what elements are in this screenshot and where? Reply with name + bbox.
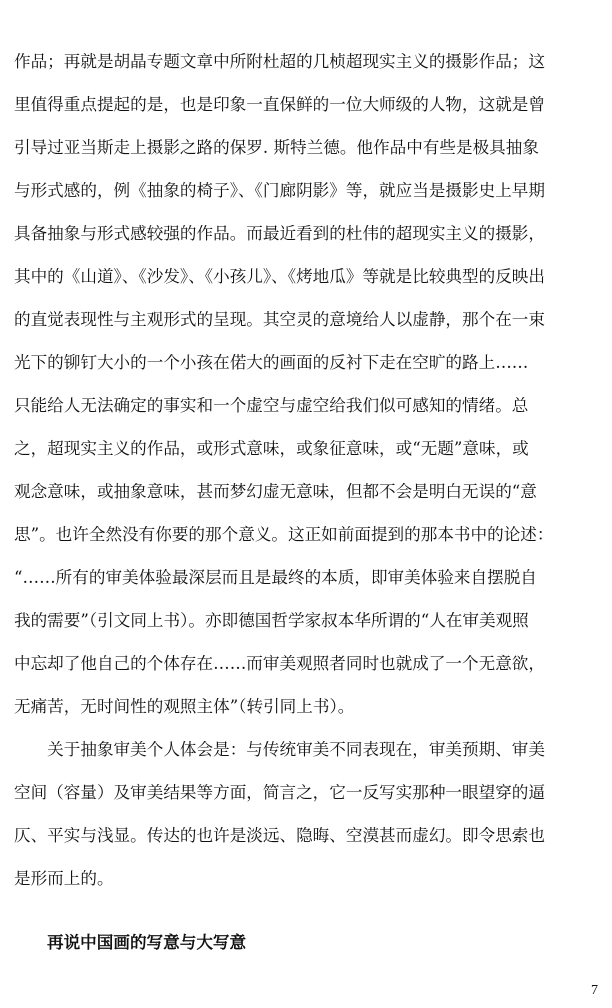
body-text-line: 观念意味，或抽象意味，甚而梦幻虚无意味，但都不会是明白无误的“意 — [14, 482, 537, 501]
body-text-line: 无痛苦，无时间性的观照主体”（转引同上书）。 — [14, 697, 355, 716]
body-text-line: 其中的《山道》、《沙发》、《小孩儿》、《烤地瓜》等就是比较典型的反映出 — [14, 267, 545, 286]
body-text-line: 空间（容量）及审美结果等方面，简言之，它一反写实那种一眼望穿的逼 — [14, 783, 545, 802]
page-number: 7 — [591, 983, 598, 998]
body-text-line: 之，超现实主义的作品，或形式意味，或象征意味，或“无题”意味，或 — [14, 439, 529, 458]
body-text-line: 作品；再就是胡晶专题文章中所附杜超的几桢超现实主义的摄影作品；这 — [14, 52, 545, 71]
body-text-line: 仄、平实与浅显。传达的也许是淡远、隐晦、空漠甚而虚幻。即令思索也 — [14, 826, 545, 845]
body-text-line: 具备抽象与形式感较强的作品。而最近看到的杜伟的超现实主义的摄影， — [14, 224, 545, 243]
body-text-line: 只能给人无法确定的事实和一个虚空与虚空给我们似可感知的情绪。总 — [14, 396, 529, 415]
body-text-line: 的直觉表现性与主观形式的呈现。其空灵的意境给人以虚静，那个在一束 — [14, 310, 545, 329]
section-heading: 再说中国画的写意与大写意 — [47, 932, 247, 952]
body-text-line: 中忘却了他自己的个体存在……而审美观照者同时也就成了一个无意欲， — [14, 654, 545, 673]
body-text-line: 关于抽象审美个人体会是：与传统审美不同表现在，审美预期、审美 — [14, 740, 545, 759]
body-text-line: 引导过亚当斯走上摄影之路的保罗. 斯特兰德。他作品中有些是极具抽象 — [14, 138, 539, 157]
body-text-line: 思”。也许全然没有你要的那个意义。这正如前面提到的那本书中的论述： — [14, 525, 554, 544]
body-text-line: “……所有的审美体验最深层而且是最终的本质，即审美体验来自摆脱自 — [14, 568, 537, 587]
body-text-line: 光下的铆钉大小的一个小孩在偌大的画面的反衬下走在空旷的路上…… — [14, 353, 529, 372]
body-text-line: 与形式感的，例《抽象的椅子》、《门廊阴影》等，就应当是摄影史上早期 — [14, 181, 545, 200]
body-text-line: 我的需要”（引文同上书）。亦即德国哲学家叔本华所谓的“人在审美观照 — [14, 611, 529, 630]
body-text-line: 里值得重点提起的是，也是印象一直保鲜的一位大师级的人物，这就是曾 — [14, 95, 545, 114]
body-text-line: 是形而上的。 — [14, 869, 114, 888]
